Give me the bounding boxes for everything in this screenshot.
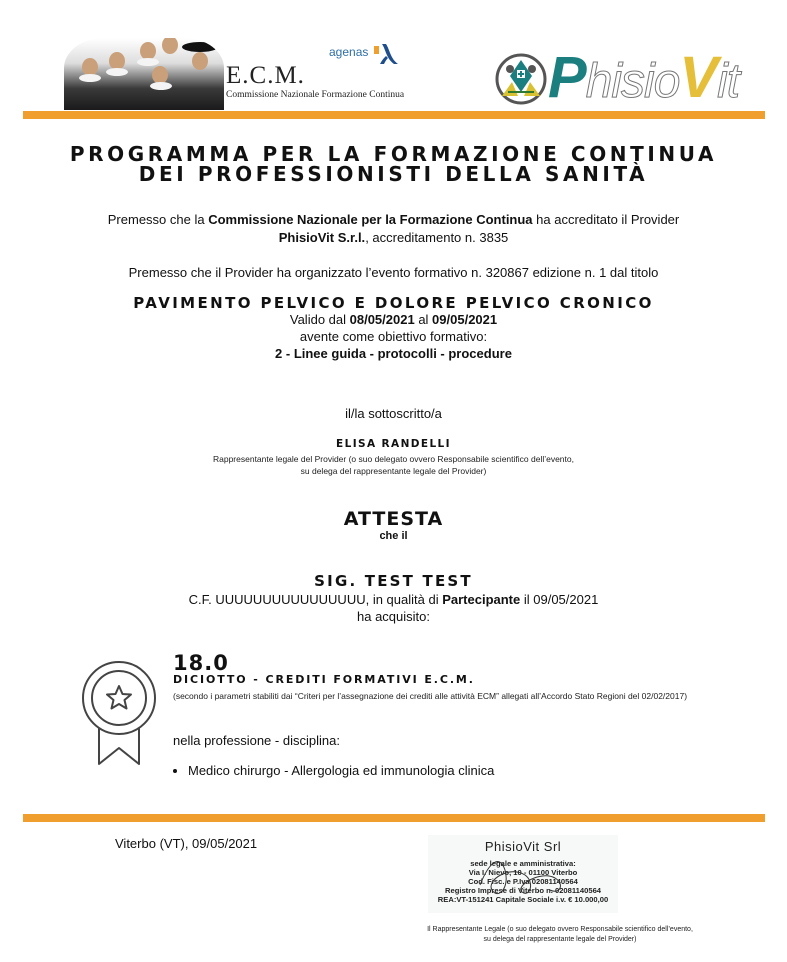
agenas-logo: agenas [329,45,369,59]
footer-divider [23,814,765,822]
painting-face [192,52,208,70]
objective-value: 2 - Linee guida - protocolli - procedure [275,346,512,361]
painting-hat [182,42,218,52]
valid-from-date: 08/05/2021 [349,312,415,327]
painting-collar [106,68,128,76]
premise-provider [0,229,787,247]
validity-text: al [414,312,433,327]
attestation-heading: ATTESTA [343,508,444,530]
stamp-company: PhisioVit Srl [484,839,562,854]
premise-event: Premesso che il Provider ha organizzato l’evento formativo n. 320867 edizione n. 1 dal titolo [128,265,659,280]
participant-role: Partecipante [442,592,521,607]
header-divider [23,111,765,119]
ecm-subtitle: Commissione Nazionale Formazione Continua [226,90,405,100]
credits-note: (secondo i parametri stabiliti dai “Criteri per l’assegnazione dei crediti alle attività ECM” allegati all’Accordo Stato Regioni del 02/02/2017) [173,691,688,701]
logo-letter-p: P [548,45,586,110]
signer-role-line1: Rappresentante legale del Provider (o suo delegato ovvero Responsabile scientifico dell’evento, [212,454,574,464]
signature-caption-line2: su delega del rappresentante legale del Provider) [483,936,637,943]
stamp-line: sede legale e amministrativa: [470,859,576,868]
credits-label: DICIOTTO - CREDITI FORMATIVI E.C.M. [173,673,475,686]
stamp-line: Via I. Nievo, 10 - 01100 Viterbo [468,868,578,877]
award-medal-icon [79,660,159,768]
acquired-label: ha acquisito: [357,609,430,624]
provider-name: PhisioVit S.r.l. [278,230,366,245]
fiscal-code: C.F. UUUUUUUUUUUUUUUU, in qualità di [188,592,443,607]
accreditation-number: , accreditamento n. 3835 [365,230,509,245]
signer-role-line2: su delega del rappresentante legale del Provider) [300,466,487,476]
handwritten-signature [470,840,580,910]
ecm-header-painting [64,38,224,110]
signature-caption-line1: Il Rappresentante Legale (o suo delegato ovvero Responsabile scientifico dell’evento, [427,926,693,933]
premise-text: ha accreditato il Provider [532,212,680,227]
logo-text-it: it [717,55,740,108]
commission-name: Commissione Nazionale per la Formazione Continua [208,212,533,227]
premise-text: Premesso che la [107,212,209,227]
stamp-line: REA:VT-151241 Capitale Sociale i.v. € 10.000,00 [437,895,609,904]
discipline-list [173,762,494,780]
stamp-line: Cod. Fisc. e P.Iva 02081140564 [468,877,578,886]
place-date: Viterbo (VT), 09/05/2021 [115,836,258,851]
participation-date: il 09/05/2021 [520,592,599,607]
event-title: PAVIMENTO PELVICO E DOLORE PELVICO CRONICO [133,294,654,312]
participant-details [0,591,787,609]
objective-label: avente come obiettivo formativo: [299,329,488,344]
premise-commission [0,211,787,229]
painting-collar [150,82,172,90]
logo-letter-v: V [679,45,718,110]
signer-name: ELISA RANDELLI [336,438,451,450]
attestation-sub: che il [379,530,408,542]
document-title-line1: PROGRAMMA PER LA FORMAZIONE CONTINUA [69,142,718,166]
document-title-line2: DEI PROFESSIONISTI DELLA SANITÀ [138,162,649,186]
participant-name: SIG. TEST TEST [314,572,473,590]
phisiovit-emblem-icon [494,52,548,106]
agenas-mark-icon [370,42,400,66]
painting-collar [137,58,159,66]
painting-face [162,38,178,54]
validity-text: Valido dal [289,312,350,327]
painting-collar [79,74,101,82]
valid-to-date: 09/05/2021 [432,312,498,327]
phisiovit-logo [548,45,740,112]
logo-text-hisio: hisio [585,55,680,108]
profession-label: nella professione - disciplina: [173,733,340,748]
event-validity [0,311,787,329]
discipline-item: • Medico chirurgo - Allergologia ed immunologia clinica [188,762,494,780]
stamp-line: Registro Imprese di Viterbo n. 02081140564 [444,886,602,895]
credits-value: 18.0 [173,651,229,675]
signer-intro: il/la sottoscritto/a [345,406,442,421]
ecm-logo: E.C.M. [226,62,305,89]
